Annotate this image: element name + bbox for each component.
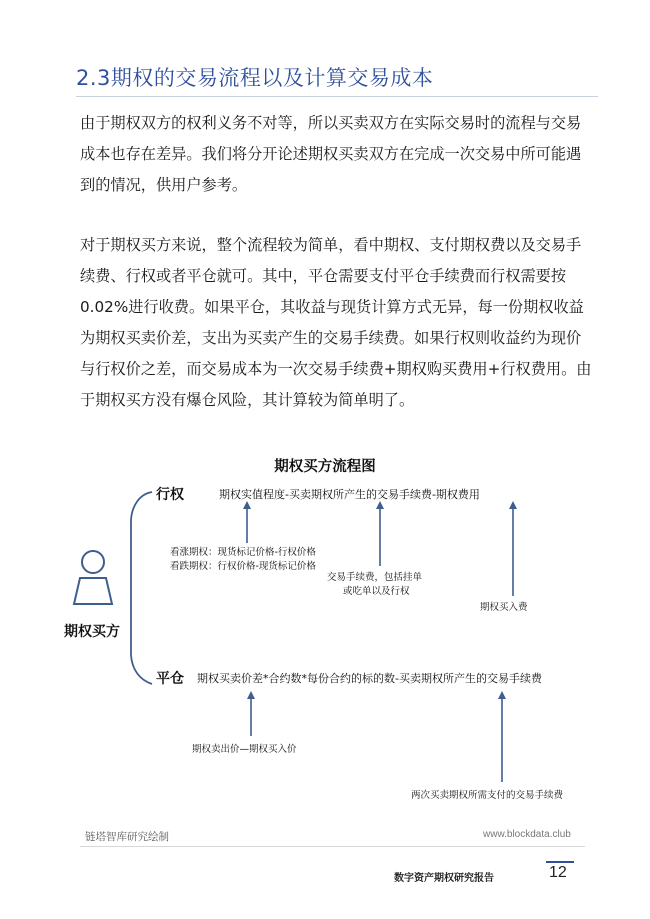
close-formula: 期权买卖价差*合约数*每份合约的标的数-买卖期权所产生的交易手续费 xyxy=(197,672,542,685)
actor-label: 期权买方 xyxy=(64,624,120,640)
exercise-note-put: 看跌期权：行权价格-现货标记价格 xyxy=(170,561,316,572)
exercise-label: 行权 xyxy=(156,487,184,503)
report-title: 数字资产期权研究报告 xyxy=(394,873,494,884)
exercise-formula: 期权实值程度-买卖期权所产生的交易手续费-期权费用 xyxy=(219,488,480,501)
exercise-note-premium: 期权买入费 xyxy=(480,602,528,613)
buyer-paragraph: 对于期权买方来说，整个流程较为简单，看中期权、支付期权费以及交易手续费、行权或者平仓就可。其中，平仓需要支付平仓手续费而行权需要按0.02%进行收费。如果平仓，其收益与现货计算方式无异，每一份期权收益为期权买卖价差，支出为买卖产生的交易手续费。如果行权则收益约为现价与行权价之差，而交易成本为一次交易手续费+期权购买费用+行权费用。由于期权买方没有爆仓风险，其计算较为简单明了。 xyxy=(80,236,592,409)
intro-paragraph: 由于期权双方的权利义务不对等，所以买卖双方在实际交易时的流程与交易成本也存在差异。我们将分开论述期权买卖双方在完成一次交易中所可能遇到的情况，供用户参考。 xyxy=(80,114,582,194)
flow-bracket xyxy=(131,492,152,684)
close-note-spread: 期权卖出价—期权买入价 xyxy=(192,744,297,755)
page-number: 12 xyxy=(549,864,567,881)
exercise-note-fee-2: 或吃单以及行权 xyxy=(343,586,410,597)
footer-url: www.blockdata.club xyxy=(483,829,571,840)
person-icon xyxy=(74,551,112,604)
exercise-note-fee-1: 交易手续费，包括挂单 xyxy=(327,572,423,583)
page-number-rule xyxy=(546,861,574,863)
close-note-fees: 两次买卖期权所需支付的交易手续费 xyxy=(411,790,564,801)
footer-divider xyxy=(80,846,585,847)
exercise-note-call: 看涨期权：现货标记价格-行权价格 xyxy=(170,547,316,558)
section-heading: 2.3期权的交易流程以及计算交易成本 xyxy=(76,66,434,90)
diagram-title: 期权买方流程图 xyxy=(274,459,376,475)
close-label: 平仓 xyxy=(156,671,184,687)
footer-source: 链塔智库研究绘制 xyxy=(85,831,169,843)
